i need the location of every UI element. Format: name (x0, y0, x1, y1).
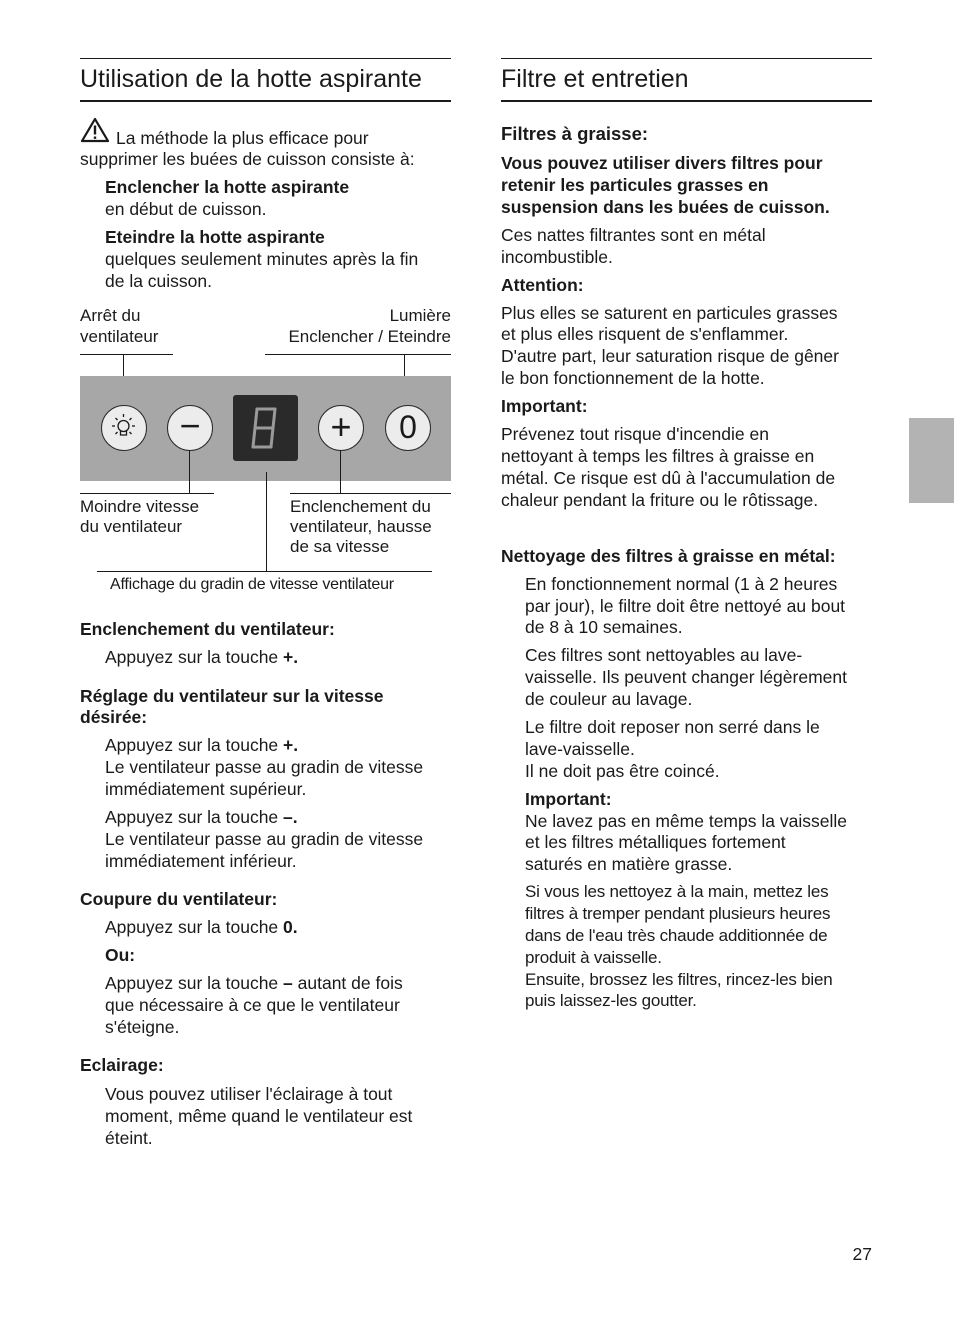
s4-line-3: éteint. (105, 1128, 153, 1148)
leader-minus-v (189, 450, 190, 493)
s2b-line-2: Le ventilateur passe au gradin de vitesse (105, 829, 424, 849)
light-button[interactable] (101, 405, 147, 451)
filters-bold-3: suspension dans les buées de cuisson. (501, 197, 830, 217)
label-fan-off-1: Arrêt du (80, 306, 141, 325)
s2a-line-3: immédiatement supérieur. (105, 779, 307, 799)
s3b-line-2: que nécessaire à ce que le ventilateur (105, 995, 400, 1015)
attention-heading: Attention: (501, 275, 584, 295)
c1-line-1: En fonctionnement normal (1 à 2 heures (525, 574, 838, 594)
s1-text: Appuyez sur la touche +. (105, 647, 299, 667)
right-section-title: Filtre et entretien (501, 65, 689, 93)
important-line-1: Prévenez tout risque d'incendie en (501, 424, 769, 444)
s2-heading-1: Réglage du ventilateur sur la vitesse (80, 686, 384, 706)
leader-display-v (266, 472, 267, 571)
c4-line-2: et les filtres métalliques fortement (525, 832, 786, 852)
warning-triangle-icon (80, 117, 110, 143)
s2b-text: Appuyez sur la touche –. (105, 807, 298, 827)
filters-bold-1: Vous pouvez utiliser divers filtres pour (501, 153, 823, 173)
left-title-top-rule (80, 58, 451, 59)
seven-segment-digit (233, 395, 298, 461)
c5-line-2: filtres à tremper pendant plusieurs heures (525, 904, 831, 923)
s3b-text: Appuyez sur la touche – autant de fois (105, 973, 403, 993)
c4-line-3: saturés en matière grasse. (525, 854, 733, 874)
s3-heading: Coupure du ventilateur: (80, 889, 278, 909)
leader-display-h (97, 571, 432, 572)
important-line-3: métal. Ce risque est dû à l'accumulation de (501, 468, 836, 488)
leader-light-h (265, 354, 451, 355)
leader-fan-off-h (80, 354, 173, 355)
s4-line-1: Vous pouvez utiliser l'éclairage à tout (105, 1084, 393, 1104)
left-title-bottom-rule (80, 100, 451, 102)
s4-line-2: moment, même quand le ventilateur est (105, 1106, 413, 1126)
c1-line-3: de 8 à 10 semaines. (525, 617, 683, 637)
c1-line-2: par jour), le filtre doit être nettoyé au bout (525, 596, 846, 616)
s2a-line-2: Le ventilateur passe au gradin de vitesse (105, 757, 424, 777)
minus-button[interactable] (167, 405, 213, 451)
attention-line-3: D'autre part, leur saturation risque de gêner (501, 346, 839, 366)
c2-line-3: de couleur au lavage. (525, 689, 693, 709)
minus-button-label: − (179, 405, 201, 446)
speed-display (233, 395, 298, 461)
label-light-2: Enclencher / Eteindre (288, 327, 451, 346)
attention-line-1: Plus elles se saturent en particules grasses (501, 303, 838, 323)
s2a-text: Appuyez sur la touche +. (105, 735, 299, 755)
c3-line-2: lave-vaisselle. (525, 739, 635, 759)
section-tab-marker (909, 418, 954, 503)
plus-button-label: + (330, 406, 352, 447)
s2-heading-2: désirée: (80, 707, 148, 727)
important-line-4: chaleur pendant la friture ou le rôtissage. (501, 490, 819, 510)
right-title-top-rule (501, 58, 872, 59)
s2b-line-3: immédiatement inférieur. (105, 851, 297, 871)
important-heading: Important: (501, 396, 588, 416)
light-bulb-icon (102, 406, 145, 449)
page-number: 27 (852, 1244, 872, 1264)
filters-bold-2: retenir les particules grasses en (501, 175, 769, 195)
c4-heading: Important: (525, 789, 612, 809)
c4-line-1: Ne lavez pas en même temps la vaisselle (525, 811, 847, 831)
leader-plus-h (290, 493, 451, 494)
c5-line-6: puis laissez-les goutter. (525, 991, 697, 1010)
cleaning-heading: Nettoyage des filtres à graisse en métal: (501, 546, 836, 566)
step1-text: en début de cuisson. (105, 199, 267, 219)
label-minus-2: du ventilateur (80, 517, 183, 536)
material-line-1: Ces nattes filtrantes sont en métal (501, 225, 766, 245)
step2-text-2: de la cuisson. (105, 271, 213, 291)
plus-button[interactable] (318, 405, 364, 451)
label-plus-3: de sa vitesse (290, 537, 390, 556)
c3-line-1: Le filtre doit reposer non serré dans le (525, 717, 820, 737)
step2-heading: Eteindre la hotte aspirante (105, 227, 325, 247)
intro-line-2: supprimer les buées de cuisson consiste à: (80, 149, 415, 169)
s3-text: Appuyez sur la touche 0. (105, 917, 298, 937)
step2-text-1: quelques seulement minutes après la fin (105, 249, 419, 269)
left-section-title: Utilisation de la hotte aspirante (80, 65, 422, 93)
c5-line-5: Ensuite, brossez les filtres, rincez-les bien (525, 970, 833, 989)
attention-line-4: le bon fonctionnement de la hotte. (501, 368, 765, 388)
s3-or: Ou: (105, 945, 136, 965)
right-title-bottom-rule (501, 100, 872, 102)
c5-line-1: Si vous les nettoyez à la main, mettez les (525, 882, 829, 901)
intro-line-1: La méthode la plus efficace pour (116, 128, 369, 148)
leader-minus-h (80, 493, 214, 494)
material-line-2: incombustible. (501, 247, 613, 267)
s1-heading: Enclenchement du ventilateur: (80, 619, 335, 639)
off-button-label: 0 (399, 409, 417, 445)
step1-heading: Enclencher la hotte aspirante (105, 177, 350, 197)
label-plus-1: Enclenchement du (290, 497, 431, 516)
off-button[interactable] (385, 405, 431, 451)
leader-plus-v (340, 450, 341, 493)
c2-line-1: Ces filtres sont nettoyables au lave- (525, 645, 803, 665)
label-plus-2: ventilateur, hausse (290, 517, 432, 536)
s3b-line-3: s'éteigne. (105, 1017, 180, 1037)
c5-line-3: dans de l'eau très chaude additionnée de (525, 926, 828, 945)
c2-line-2: vaisselle. Ils peuvent changer légèrement (525, 667, 847, 687)
label-fan-off-2: ventilateur (80, 327, 159, 346)
s4-heading: Eclairage: (80, 1055, 164, 1075)
filters-heading: Filtres à graisse: (501, 123, 649, 144)
c3-line-3: Il ne doit pas être coincé. (525, 761, 720, 781)
label-minus-1: Moindre vitesse (80, 497, 200, 516)
label-display: Affichage du gradin de vitesse ventilateur (110, 576, 394, 593)
c5-line-4: produit à vaisselle. (525, 948, 662, 967)
attention-line-2: et plus elles risquent de s'enflammer. (501, 324, 789, 344)
label-light-1: Lumière (389, 306, 451, 325)
important-line-2: nettoyant à temps les filtres à graisse en (501, 446, 815, 466)
